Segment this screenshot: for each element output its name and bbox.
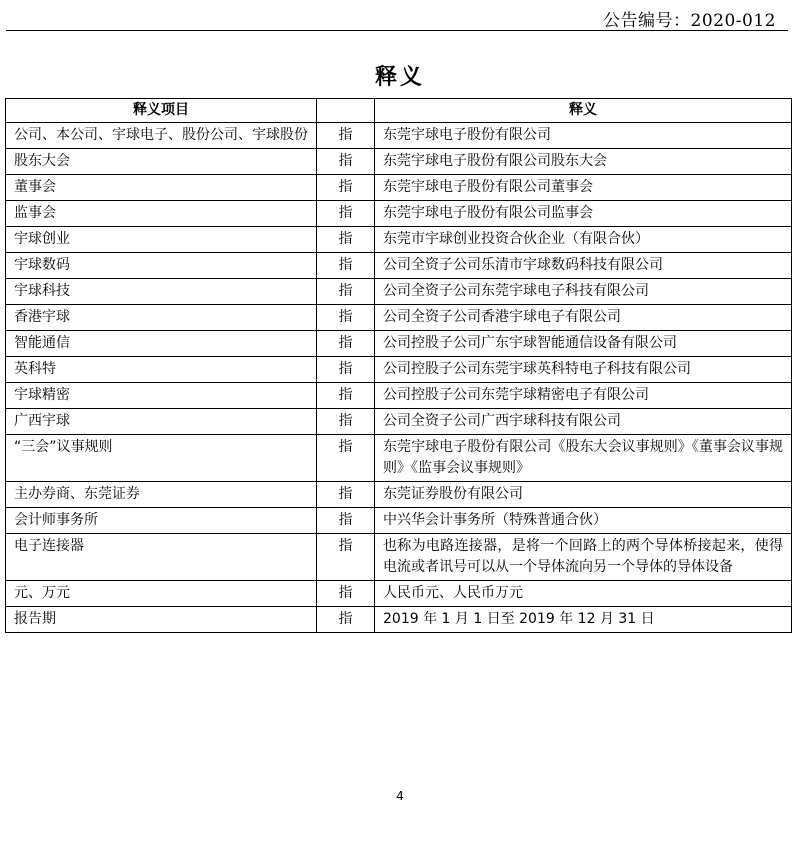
page-number: 4 <box>396 789 404 803</box>
definition-cell: 公司全资子公司广西宇球科技有限公司 <box>375 409 792 435</box>
term-cell: 主办券商、东莞证券 <box>6 482 317 508</box>
term-cell: 报告期 <box>6 607 317 633</box>
table-row <box>6 123 792 149</box>
table-row <box>6 201 792 227</box>
separator-cell: 指 <box>317 581 375 607</box>
separator-cell: 指 <box>317 175 375 201</box>
definition-cell: 公司控股子公司东莞宇球精密电子有限公司 <box>375 383 792 409</box>
separator-cell: 指 <box>317 253 375 279</box>
table-row <box>6 279 792 305</box>
definition-cell: 东莞市宇球创业投资合伙企业（有限合伙） <box>375 227 792 253</box>
table-row <box>6 508 792 534</box>
separator-cell: 指 <box>317 534 375 581</box>
separator-cell: 指 <box>317 435 375 482</box>
definition-cell: 公司控股子公司广东宇球智能通信设备有限公司 <box>375 331 792 357</box>
separator-cell: 指 <box>317 227 375 253</box>
definition-cell: 东莞宇球电子股份有限公司股东大会 <box>375 149 792 175</box>
term-cell: 会计师事务所 <box>6 508 317 534</box>
definition-cell: 人民币元、人民币万元 <box>375 581 792 607</box>
definition-cell: 公司全资子公司乐清市宇球数码科技有限公司 <box>375 253 792 279</box>
term-cell: 电子连接器 <box>6 534 317 581</box>
table-row <box>6 581 792 607</box>
table-row <box>6 357 792 383</box>
header-term: 释义项目 <box>6 99 317 123</box>
separator-cell: 指 <box>317 149 375 175</box>
term-cell: “三会”议事规则 <box>6 435 317 482</box>
table-row <box>6 607 792 633</box>
term-cell: 智能通信 <box>6 331 317 357</box>
separator-cell: 指 <box>317 357 375 383</box>
definition-cell: 公司全资子公司香港宇球电子有限公司 <box>375 305 792 331</box>
separator-cell: 指 <box>317 201 375 227</box>
term-cell: 董事会 <box>6 175 317 201</box>
definition-cell: 也称为电路连接器，是将一个回路上的两个导体桥接起来，使得电流或者讯号可以从一个导体流向另一个导体的导体设备 <box>375 534 792 581</box>
table-row <box>6 175 792 201</box>
definition-cell: 东莞宇球电子股份有限公司《股东大会议事规则》《董事会议事规则》《监事会议事规则》 <box>375 435 792 482</box>
table-row <box>6 534 792 581</box>
separator-cell: 指 <box>317 607 375 633</box>
term-cell: 监事会 <box>6 201 317 227</box>
header-separator <box>317 99 375 123</box>
table-row <box>6 482 792 508</box>
separator-cell: 指 <box>317 409 375 435</box>
separator-cell: 指 <box>317 123 375 149</box>
definition-cell: 中兴华会计事务所（特殊普通合伙） <box>375 508 792 534</box>
definition-cell: 公司控股子公司东莞宇球英科特电子科技有限公司 <box>375 357 792 383</box>
separator-cell: 指 <box>317 331 375 357</box>
definition-cell: 东莞宇球电子股份有限公司 <box>375 123 792 149</box>
table-row <box>6 435 792 482</box>
separator-cell: 指 <box>317 508 375 534</box>
separator-cell: 指 <box>317 305 375 331</box>
definition-cell: 东莞证券股份有限公司 <box>375 482 792 508</box>
separator-cell: 指 <box>317 383 375 409</box>
term-cell: 公司、本公司、宇球电子、股份公司、宇球股份 <box>6 123 317 149</box>
header-divider <box>6 30 788 31</box>
page-title: 释义 <box>374 65 425 90</box>
table-header-row <box>6 99 792 123</box>
term-cell: 宇球创业 <box>6 227 317 253</box>
table-row <box>6 305 792 331</box>
table-row <box>6 253 792 279</box>
table-row <box>6 149 792 175</box>
table-row <box>6 331 792 357</box>
table-row <box>6 409 792 435</box>
definition-cell: 东莞宇球电子股份有限公司董事会 <box>375 175 792 201</box>
table-row <box>6 227 792 253</box>
term-cell: 广西宇球 <box>6 409 317 435</box>
separator-cell: 指 <box>317 482 375 508</box>
separator-cell: 指 <box>317 279 375 305</box>
term-cell: 宇球数码 <box>6 253 317 279</box>
term-cell: 英科特 <box>6 357 317 383</box>
header-definition: 释义 <box>375 99 792 123</box>
definition-cell: 2019 年 1 月 1 日至 2019 年 12 月 31 日 <box>375 607 792 633</box>
definitions-body <box>6 123 792 633</box>
term-cell: 股东大会 <box>6 149 317 175</box>
term-cell: 元、万元 <box>6 581 317 607</box>
definition-cell: 东莞宇球电子股份有限公司监事会 <box>375 201 792 227</box>
definition-cell: 公司全资子公司东莞宇球电子科技有限公司 <box>375 279 792 305</box>
definitions-table <box>5 98 792 633</box>
announcement-number: 公告编号：2020-012 <box>603 11 776 31</box>
term-cell: 宇球科技 <box>6 279 317 305</box>
term-cell: 宇球精密 <box>6 383 317 409</box>
table-row <box>6 383 792 409</box>
term-cell: 香港宇球 <box>6 305 317 331</box>
